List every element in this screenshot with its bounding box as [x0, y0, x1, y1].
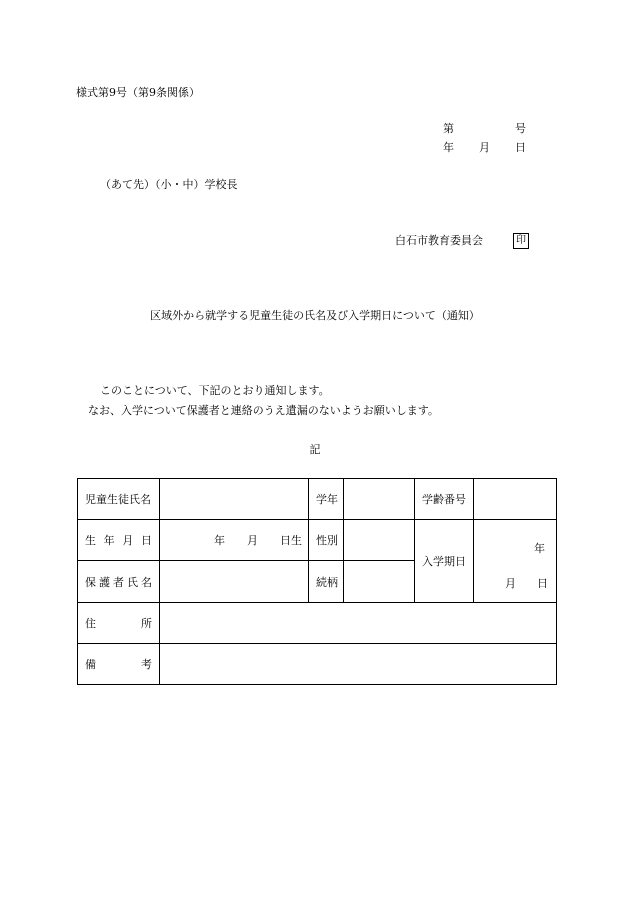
grade-field[interactable]	[344, 479, 415, 520]
entry-day: 日	[537, 577, 548, 590]
dob-field[interactable]	[160, 520, 309, 561]
guardian-label-char: 名	[141, 575, 152, 589]
dob-label	[78, 520, 160, 561]
address-field[interactable]	[160, 603, 557, 644]
guardian-label	[78, 561, 160, 603]
address-label-char: 住	[85, 617, 96, 630]
guardian-label-char: 者	[113, 575, 124, 589]
remarks-label	[78, 644, 160, 685]
document-number-date	[443, 123, 525, 153]
dob-month: 月	[247, 534, 258, 547]
school-number-field[interactable]	[474, 479, 557, 520]
relation-label: 続柄	[309, 561, 344, 603]
relation-field[interactable]	[344, 561, 415, 603]
student-name-label: 児童生徒氏名	[78, 479, 160, 520]
entry-year: 年	[534, 542, 545, 555]
address-label	[78, 603, 160, 644]
seal-mark: 印	[513, 233, 529, 249]
doc-number-dai: 第	[443, 122, 454, 135]
dob-day: 日生	[280, 534, 302, 547]
dob-label-char: 月	[122, 534, 134, 547]
dob-label-char: 生	[85, 534, 96, 547]
guardian-label-char: 護	[99, 575, 110, 589]
address-label-char: 所	[141, 617, 152, 630]
body-line-1: このことについて、下記のとおり通知します。	[100, 384, 330, 397]
dob-year: 年	[214, 534, 225, 547]
document-title: 区域外から就学する児童生徒の氏名及び入学期日について（通知）	[150, 309, 480, 322]
doc-date-month: 月	[479, 141, 490, 154]
guardian-label-char: 氏	[127, 575, 138, 589]
entry-date-label: 入学期日	[415, 520, 474, 603]
ki-heading: 記	[309, 443, 321, 456]
guardian-label-char: 保	[85, 575, 96, 589]
entry-month: 月	[505, 577, 516, 590]
body-line-2: なお、入学について保護者と連絡のうえ遺漏のないようお願いします。	[88, 404, 439, 417]
gender-label: 性別	[309, 520, 344, 561]
doc-date-day: 日	[515, 141, 526, 154]
guardian-field[interactable]	[160, 561, 309, 603]
student-info-table	[77, 478, 557, 685]
doc-date-year: 年	[443, 141, 454, 154]
dob-label-char: 日	[140, 534, 152, 547]
form-number: 様式第9号（第9条関係）	[76, 86, 200, 99]
grade-label: 学年	[309, 479, 344, 520]
dob-label-char: 年	[103, 534, 115, 547]
entry-date-field[interactable]	[474, 520, 557, 603]
remarks-label-char: 考	[141, 658, 152, 671]
remarks-field[interactable]	[160, 644, 557, 685]
doc-number-go: 号	[515, 122, 526, 135]
student-name-field[interactable]	[160, 479, 309, 520]
school-number-label: 学齢番号	[415, 479, 474, 520]
remarks-label-char: 備	[85, 658, 96, 671]
issuer: 白石市教育委員会	[395, 234, 483, 247]
gender-field[interactable]	[344, 520, 415, 561]
addressee: （あて先）（小・中）学校長	[100, 178, 238, 191]
